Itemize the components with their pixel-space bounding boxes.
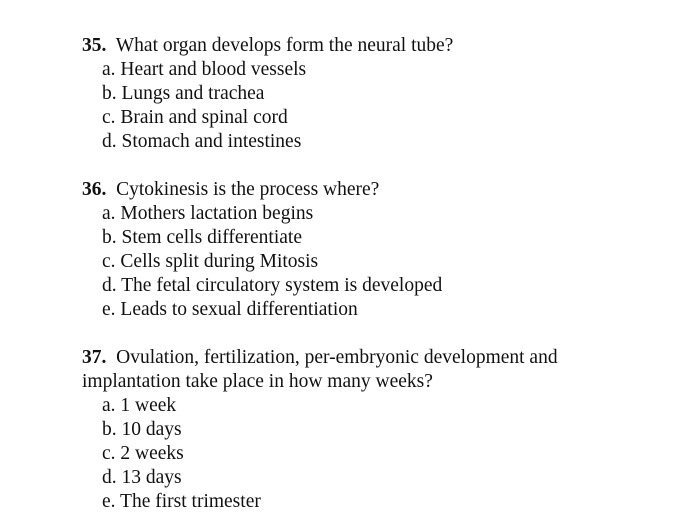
question-text: What organ develops form the neural tube? [115,35,454,56]
answer-options [82,394,642,514]
answer-option-d: d. Stomach and intestines [102,131,302,152]
answer-option-d: d. The fetal circulatory system is developed [102,275,443,296]
question-36 [82,178,642,322]
question-number: 37. [82,347,107,368]
question-stem [82,346,642,394]
answer-options [82,202,642,322]
question-35 [82,34,642,154]
answer-option-c: c. Brain and spinal cord [102,107,288,128]
answer-option-e: e. The first trimester [102,491,261,512]
question-stem [82,178,642,202]
question-number: 36. [82,179,107,200]
answer-option-c: c. 2 weeks [102,443,184,464]
answer-option-c: c. Cells split during Mitosis [102,251,319,272]
answer-option-a: a. 1 week [102,395,177,416]
question-number: 35. [82,35,107,56]
answer-option-e: e. Leads to sexual differentiation [102,299,358,320]
answer-option-b: b. Stem cells differentiate [102,227,302,248]
answer-option-a: a. Mothers lactation begins [102,203,314,224]
answer-options [82,58,642,154]
answer-option-b: b. Lungs and trachea [102,83,265,104]
answer-option-a: a. Heart and blood vessels [102,59,307,80]
answer-option-d: d. 13 days [102,467,182,488]
question-text: Ovulation, fertilization, per-embryonic development and implantation take place in how many weeks? [82,347,558,392]
question-stem [82,34,642,58]
question-37 [82,346,642,514]
question-text: Cytokinesis is the process where? [116,179,380,200]
answer-option-b: b. 10 days [102,419,182,440]
